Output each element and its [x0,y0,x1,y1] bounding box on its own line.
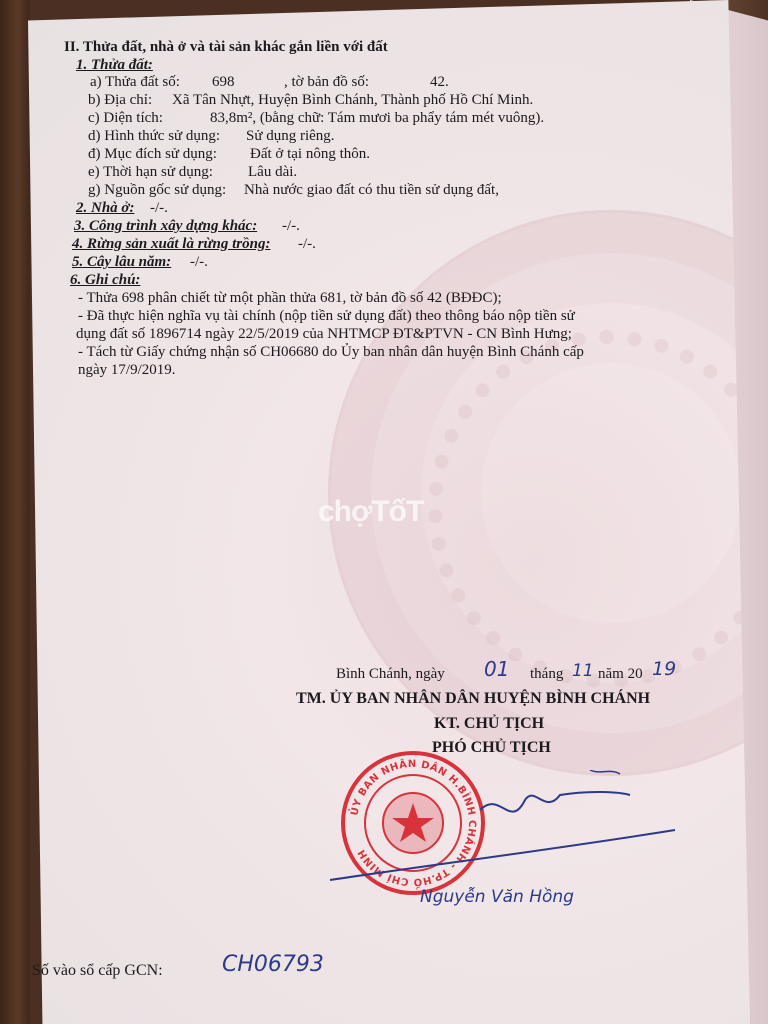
purpose-value: Đất ở tại nông thôn. [250,146,370,162]
term-value: Lâu dài. [248,164,298,180]
wood-surface-left [0,0,30,1024]
note-line-3a: - Tách từ Giấy chứng nhận số CH06680 do Ủy ban nhân dân huyện Bình Chánh cấp [78,344,584,360]
house-heading: 2. Nhà ở: [76,200,135,216]
section-title: II. Thửa đất, nhà ở và tài sản khác gắn liền với đất [64,39,388,55]
year-label: năm 20 [598,666,643,682]
perennial-value: -/-. [190,254,208,270]
signer-name: Nguyễn Văn Hồng [420,887,574,907]
registry-number: CH06793 [222,952,324,977]
address-value: Xã Tân Nhựt, Huyện Bình Chánh, Thành phố Hồ Chí Minh. [172,92,534,108]
signing-place: Bình Chánh, ngày [336,666,445,682]
construction-heading: 3. Công trình xây dựng khác: [74,218,258,234]
construction-value: -/-. [282,218,300,234]
note-line-2b: dụng đất số 1896714 ngày 22/5/2019 của NHTMCP ĐT&PTVN - CN Bình Hưng; [76,326,572,342]
handwritten-signature [330,770,680,890]
note-line-2a: - Đã thực hiện nghĩa vụ tài chính (nộp tiền sử dụng đất) theo thông báo nộp tiền sử [78,308,575,324]
forest-value: -/-. [298,236,316,252]
stamp-text: ỦY BAN NHÂN DÂN H.BÌNH CHÁNH - TP.HỒ CHÍ MINH [349,758,478,888]
area-label: c) Diện tích: [88,110,163,126]
chotot-watermark: chợTốT [318,495,424,528]
signing-day: 01 [484,657,510,681]
address-label: b) Địa chỉ: [88,92,153,108]
origin-value: Nhà nước giao đất có thu tiền sử dụng đất, [244,182,499,198]
background-emblem-inner [428,330,768,688]
map-label: , tờ bản đồ số: [284,74,370,90]
note-line-3b: ngày 17/9/2019. [78,362,176,378]
note-line-1: - Thửa 698 phân chiết từ một phần thửa 681, tờ bản đồ số 42 (BĐĐC); [78,290,502,306]
term-label: e) Thời hạn sử dụng: [88,164,213,180]
land-heading: 1. Thửa đất: [76,57,153,73]
signer-title-1: KT. CHỦ TỊCH [434,715,545,732]
area-value: 83,8m², (bằng chữ: Tám mươi ba phẩy tám mét vuông). [210,110,545,126]
parcel-number: 698 [212,74,235,90]
signing-year: 19 [652,658,677,680]
origin-label: g) Nguồn gốc sử dụng: [88,182,227,198]
house-value: -/-. [150,200,168,216]
map-number: 42. [430,74,449,90]
notes-heading: 6. Ghi chú: [70,272,141,288]
registry-label: Số vào sổ cấp GCN: [32,962,163,979]
use-form-value: Sử dụng riêng. [246,128,335,144]
signer-title-2: PHÓ CHỦ TỊCH [432,739,551,756]
signing-month: 11 [572,661,594,681]
parcel-label: a) Thửa đất số: [90,74,180,90]
forest-heading: 4. Rừng sản xuất là rừng trồng: [72,236,271,252]
issuing-organization: TM. ỦY BAN NHÂN DÂN HUYỆN BÌNH CHÁNH [296,690,651,707]
use-form-label: d) Hình thức sử dụng: [88,128,221,144]
month-label: tháng [530,666,564,682]
purpose-label: đ) Mục đích sử dụng: [88,146,217,162]
perennial-heading: 5. Cây lâu năm: [72,254,172,270]
